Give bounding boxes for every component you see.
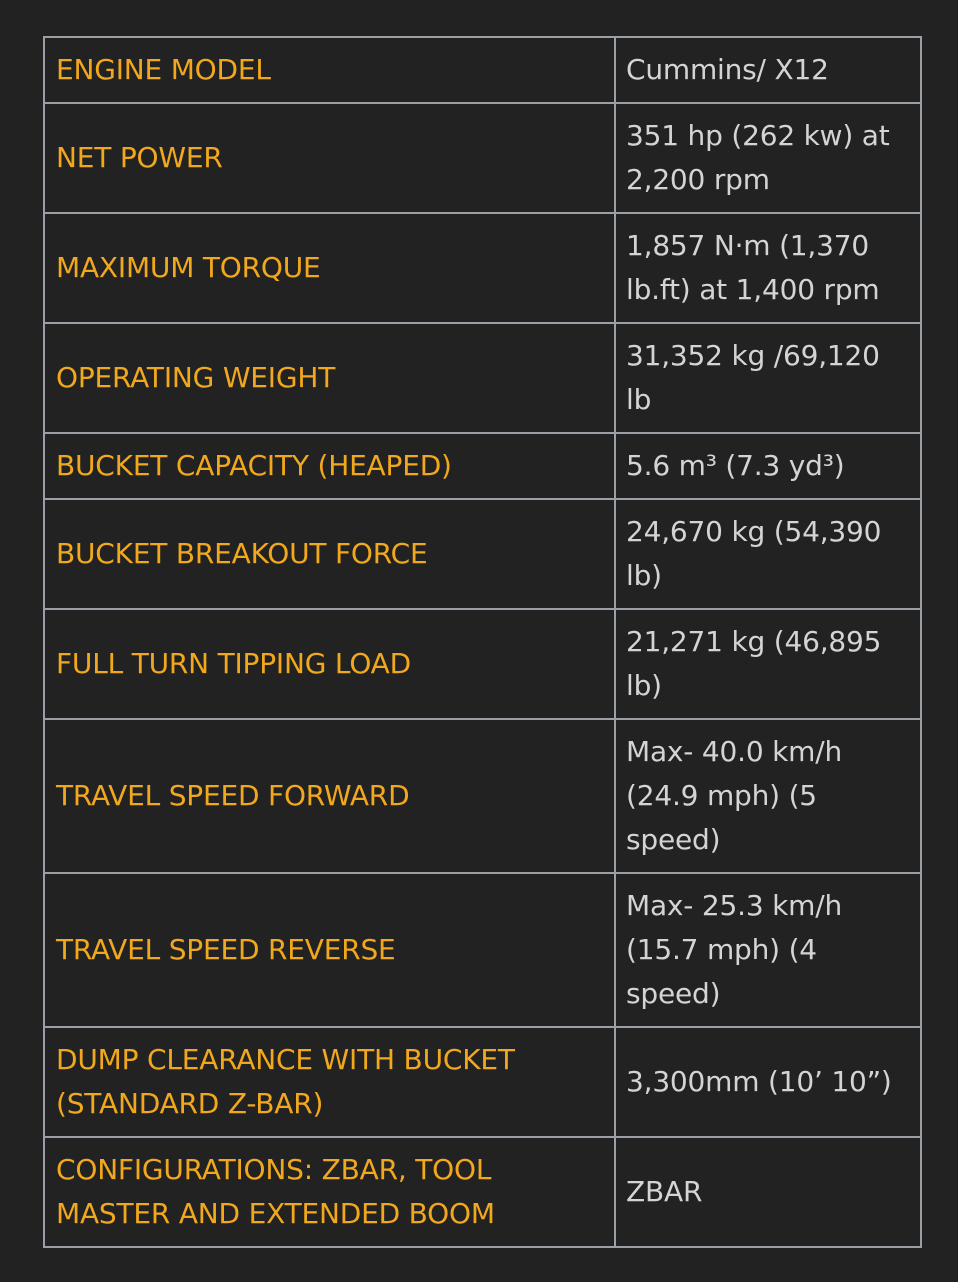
spec-label: ENGINE MODEL — [44, 37, 615, 103]
spec-value: ZBAR — [615, 1137, 921, 1247]
table-row — [44, 433, 921, 499]
spec-label: OPERATING WEIGHT — [44, 323, 615, 433]
table-row — [44, 323, 921, 433]
spec-value: 5.6 m³ (7.3 yd³) — [615, 433, 921, 499]
spec-label: TRAVEL SPEED FORWARD — [44, 719, 615, 873]
spec-value: Max- 25.3 km/h (15.7 mph) (4 speed) — [615, 873, 921, 1027]
spec-label: FULL TURN TIPPING LOAD — [44, 609, 615, 719]
table-row — [44, 609, 921, 719]
spec-value: 21,271 kg (46,895 lb) — [615, 609, 921, 719]
spec-label: CONFIGURATIONS: ZBAR, TOOL MASTER AND EXTENDED BOOM — [44, 1137, 615, 1247]
table-row — [44, 103, 921, 213]
table-row — [44, 499, 921, 609]
spec-value: Max- 40.0 km/h (24.9 mph) (5 speed) — [615, 719, 921, 873]
spec-value: 31,352 kg /69,120 lb — [615, 323, 921, 433]
table-row — [44, 37, 921, 103]
spec-label: MAXIMUM TORQUE — [44, 213, 615, 323]
table-row — [44, 719, 921, 873]
table-row — [44, 873, 921, 1027]
spec-label: DUMP CLEARANCE WITH BUCKET (STANDARD Z-BAR) — [44, 1027, 615, 1137]
spec-value: 3,300mm (10’ 10”) — [615, 1027, 921, 1137]
spec-value: 1,857 N·m (1,370 lb.ft) at 1,400 rpm — [615, 213, 921, 323]
spec-label: BUCKET CAPACITY (HEAPED) — [44, 433, 615, 499]
spec-value: 24,670 kg (54,390 lb) — [615, 499, 921, 609]
spec-label: NET POWER — [44, 103, 615, 213]
spec-table — [43, 36, 922, 1248]
spec-value: Cummins/ X12 — [615, 37, 921, 103]
table-row — [44, 1027, 921, 1137]
spec-value: 351 hp (262 kw) at 2,200 rpm — [615, 103, 921, 213]
spec-label: TRAVEL SPEED REVERSE — [44, 873, 615, 1027]
table-row — [44, 1137, 921, 1247]
spec-label: BUCKET BREAKOUT FORCE — [44, 499, 615, 609]
table-row — [44, 213, 921, 323]
